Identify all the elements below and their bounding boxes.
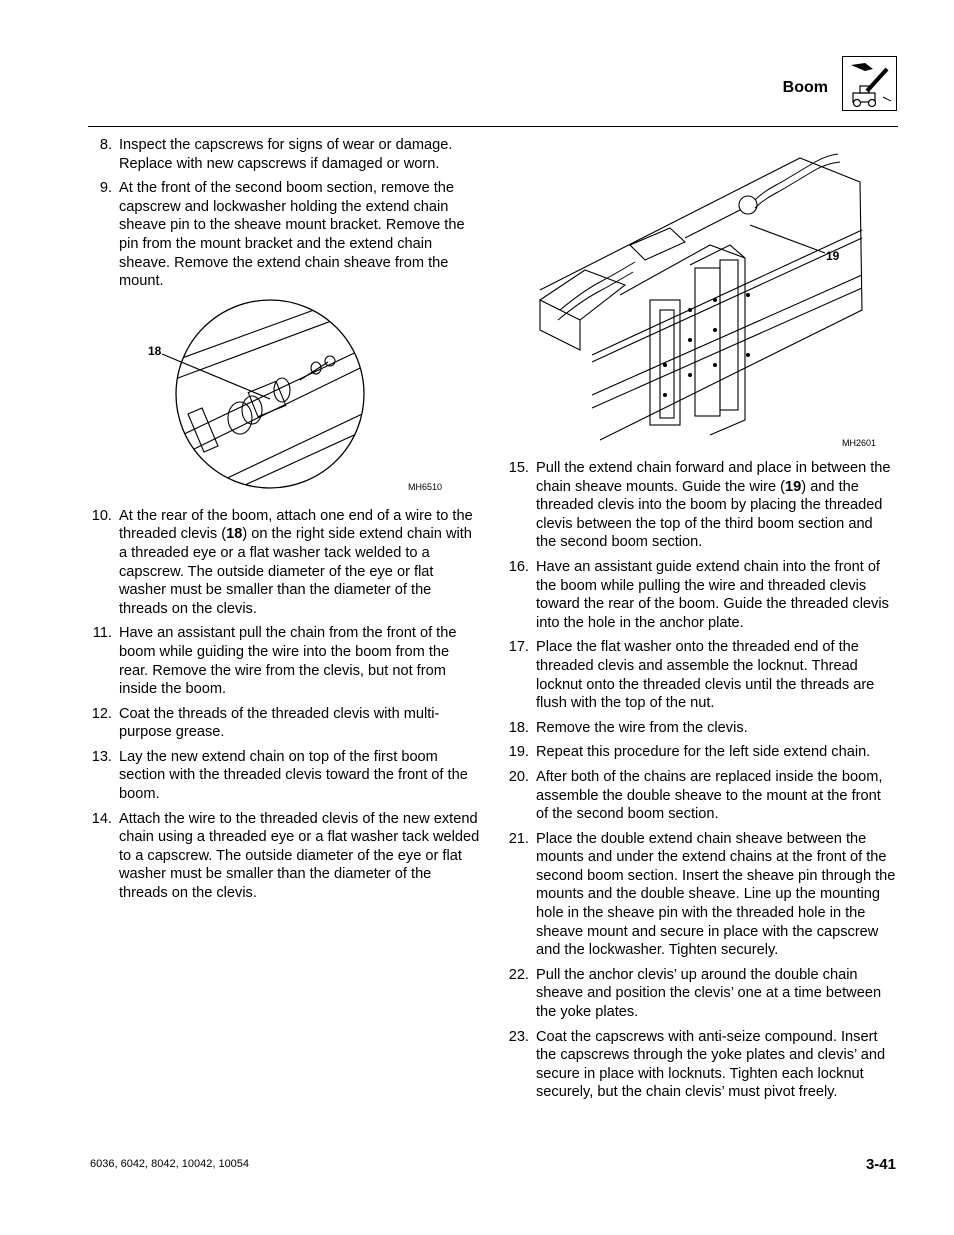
step-19 (507, 743, 897, 762)
step-11 (90, 624, 482, 698)
step-21 (507, 830, 897, 960)
footer-model-list: 6036, 6042, 8042, 10042, 10054 (90, 1158, 250, 1170)
step-text: Pull the extend chain forward and place in between the chain sheave mounts. Guide the wire (19) and the threaded clevis into the boom by placing the threaded clevis between the top of the third boom section and the second boom section. (536, 460, 891, 551)
callout-ref: 19 (785, 478, 802, 495)
step-text: Place the double extend chain sheave between the mounts and under the extend chains at the front of the second boom section. Insert the sheave pin through the mounts and the double sheave. Line up the mounting hole in the sheave pin with the threaded hole in the sheave mount and secure in place with the capscrew and the lockwasher. Tighten securely. (536, 830, 896, 959)
step-text: Repeat this procedure for the left side extend chain. (536, 744, 871, 761)
section-title: Boom (782, 79, 828, 96)
step-number: 19. (508, 744, 529, 761)
step-text: At the rear of the boom, attach one end of a wire to the threaded clevis (18) on the right side extend chain with a threaded eye or a flat washer tack welded to a capscrew. The outside diameter of the eye or flat washer must be smaller than the diameter of the threads on the clevis. (119, 507, 473, 617)
step-number: 16. (508, 558, 529, 575)
header-rule (88, 126, 898, 127)
step-number: 15. (508, 460, 529, 476)
boom-illustration (510, 150, 890, 450)
step-number: 9. (99, 180, 112, 197)
step-number: 21. (508, 830, 529, 847)
step-number: 22. (508, 966, 529, 983)
step-text: At the front of the second boom section, remove the capscrew and lockwasher holding the extend chain sheave pin to the sheave mount bracket. Remove the pin from the mount bracket and the extend chain sheave. Remove the extend chain sheave from the mount. (119, 180, 465, 290)
step-number: 23. (508, 1028, 529, 1045)
step-text: After both of the chains are replaced inside the boom, assemble the double sheave to the mount at the front of the second boom section. (536, 768, 883, 823)
step-15 (507, 459, 897, 552)
figure-clevis-detail (140, 296, 460, 496)
step-text: Lay the new extend chain on top of the first boom section with the threaded clevis toward the front of the boom. (119, 748, 468, 803)
callout-18: 18 (148, 344, 162, 358)
figure-code: MH6510 (408, 482, 443, 492)
step-number: 10. (91, 507, 112, 524)
step-text: Inspect the capscrews for signs of wear or damage. Replace with new capscrews if damaged or worn. (119, 137, 453, 172)
boom-lift-icon (842, 56, 897, 111)
step-number: 17. (508, 639, 529, 656)
callout-ref: 18 (226, 526, 243, 543)
right-column (507, 459, 897, 1108)
step-10 (90, 507, 482, 619)
step-text: Coat the capscrews with anti-seize compound. Insert the capscrews through the yoke plates and clevis’ and secure in place with locknuts. Tighten each locknut securely, but the chain clevis’ must pivot freely. (536, 1028, 886, 1101)
clevis-illustration (140, 296, 460, 496)
figure-code: MH2601 (842, 438, 877, 448)
step-number: 14. (91, 810, 112, 827)
step-17 (507, 638, 897, 712)
page-number: 3-41 (865, 1156, 896, 1173)
step-number: 20. (508, 768, 529, 785)
step-9 (90, 179, 482, 291)
step-text: Coat the threads of the threaded clevis with multi-purpose grease. (119, 705, 440, 741)
step-12 (90, 705, 482, 742)
step-text: Attach the wire to the threaded clevis of the new extend chain using a threaded eye or a flat washer tack welded to a capscrew. The outside diameter of the eye or flat washer must be smaller than the diameter of the threads on the clevis. (119, 810, 480, 902)
step-number: 13. (91, 748, 112, 765)
figure-boom-front (510, 150, 890, 450)
step-number: 18. (508, 719, 529, 736)
step-number: 12. (91, 705, 112, 722)
step-16 (507, 558, 897, 632)
step-20 (507, 768, 897, 824)
step-22 (507, 966, 897, 1022)
callout-19: 19 (826, 249, 840, 263)
step-8 (90, 136, 482, 173)
left-column (90, 136, 482, 909)
step-text: Pull the anchor clevis’ up around the double chain sheave and position the clevis’ one at a time between the yoke plates. (536, 966, 882, 1021)
step-18 (507, 719, 897, 738)
step-text: Remove the wire from the clevis. (536, 719, 748, 736)
step-text: Have an assistant guide extend chain into the front of the boom while pulling the wire and threaded clevis toward the rear of the boom. Guide the threaded clevis into the hole in the anchor plate. (536, 558, 889, 631)
step-number: 8. (99, 137, 112, 153)
step-14 (90, 810, 482, 903)
step-text: Place the flat washer onto the threaded end of the threaded clevis and assemble the locknut. Thread locknut onto the threaded clevis until the threads are flush with the top of the nut. (536, 639, 875, 712)
step-23 (507, 1028, 897, 1102)
step-text: Have an assistant pull the chain from the front of the boom while guiding the wire into the boom from the rear. Remove the wire from the clevis, but not from inside the boom. (119, 625, 457, 698)
step-number: 11. (92, 625, 112, 642)
step-13 (90, 748, 482, 804)
